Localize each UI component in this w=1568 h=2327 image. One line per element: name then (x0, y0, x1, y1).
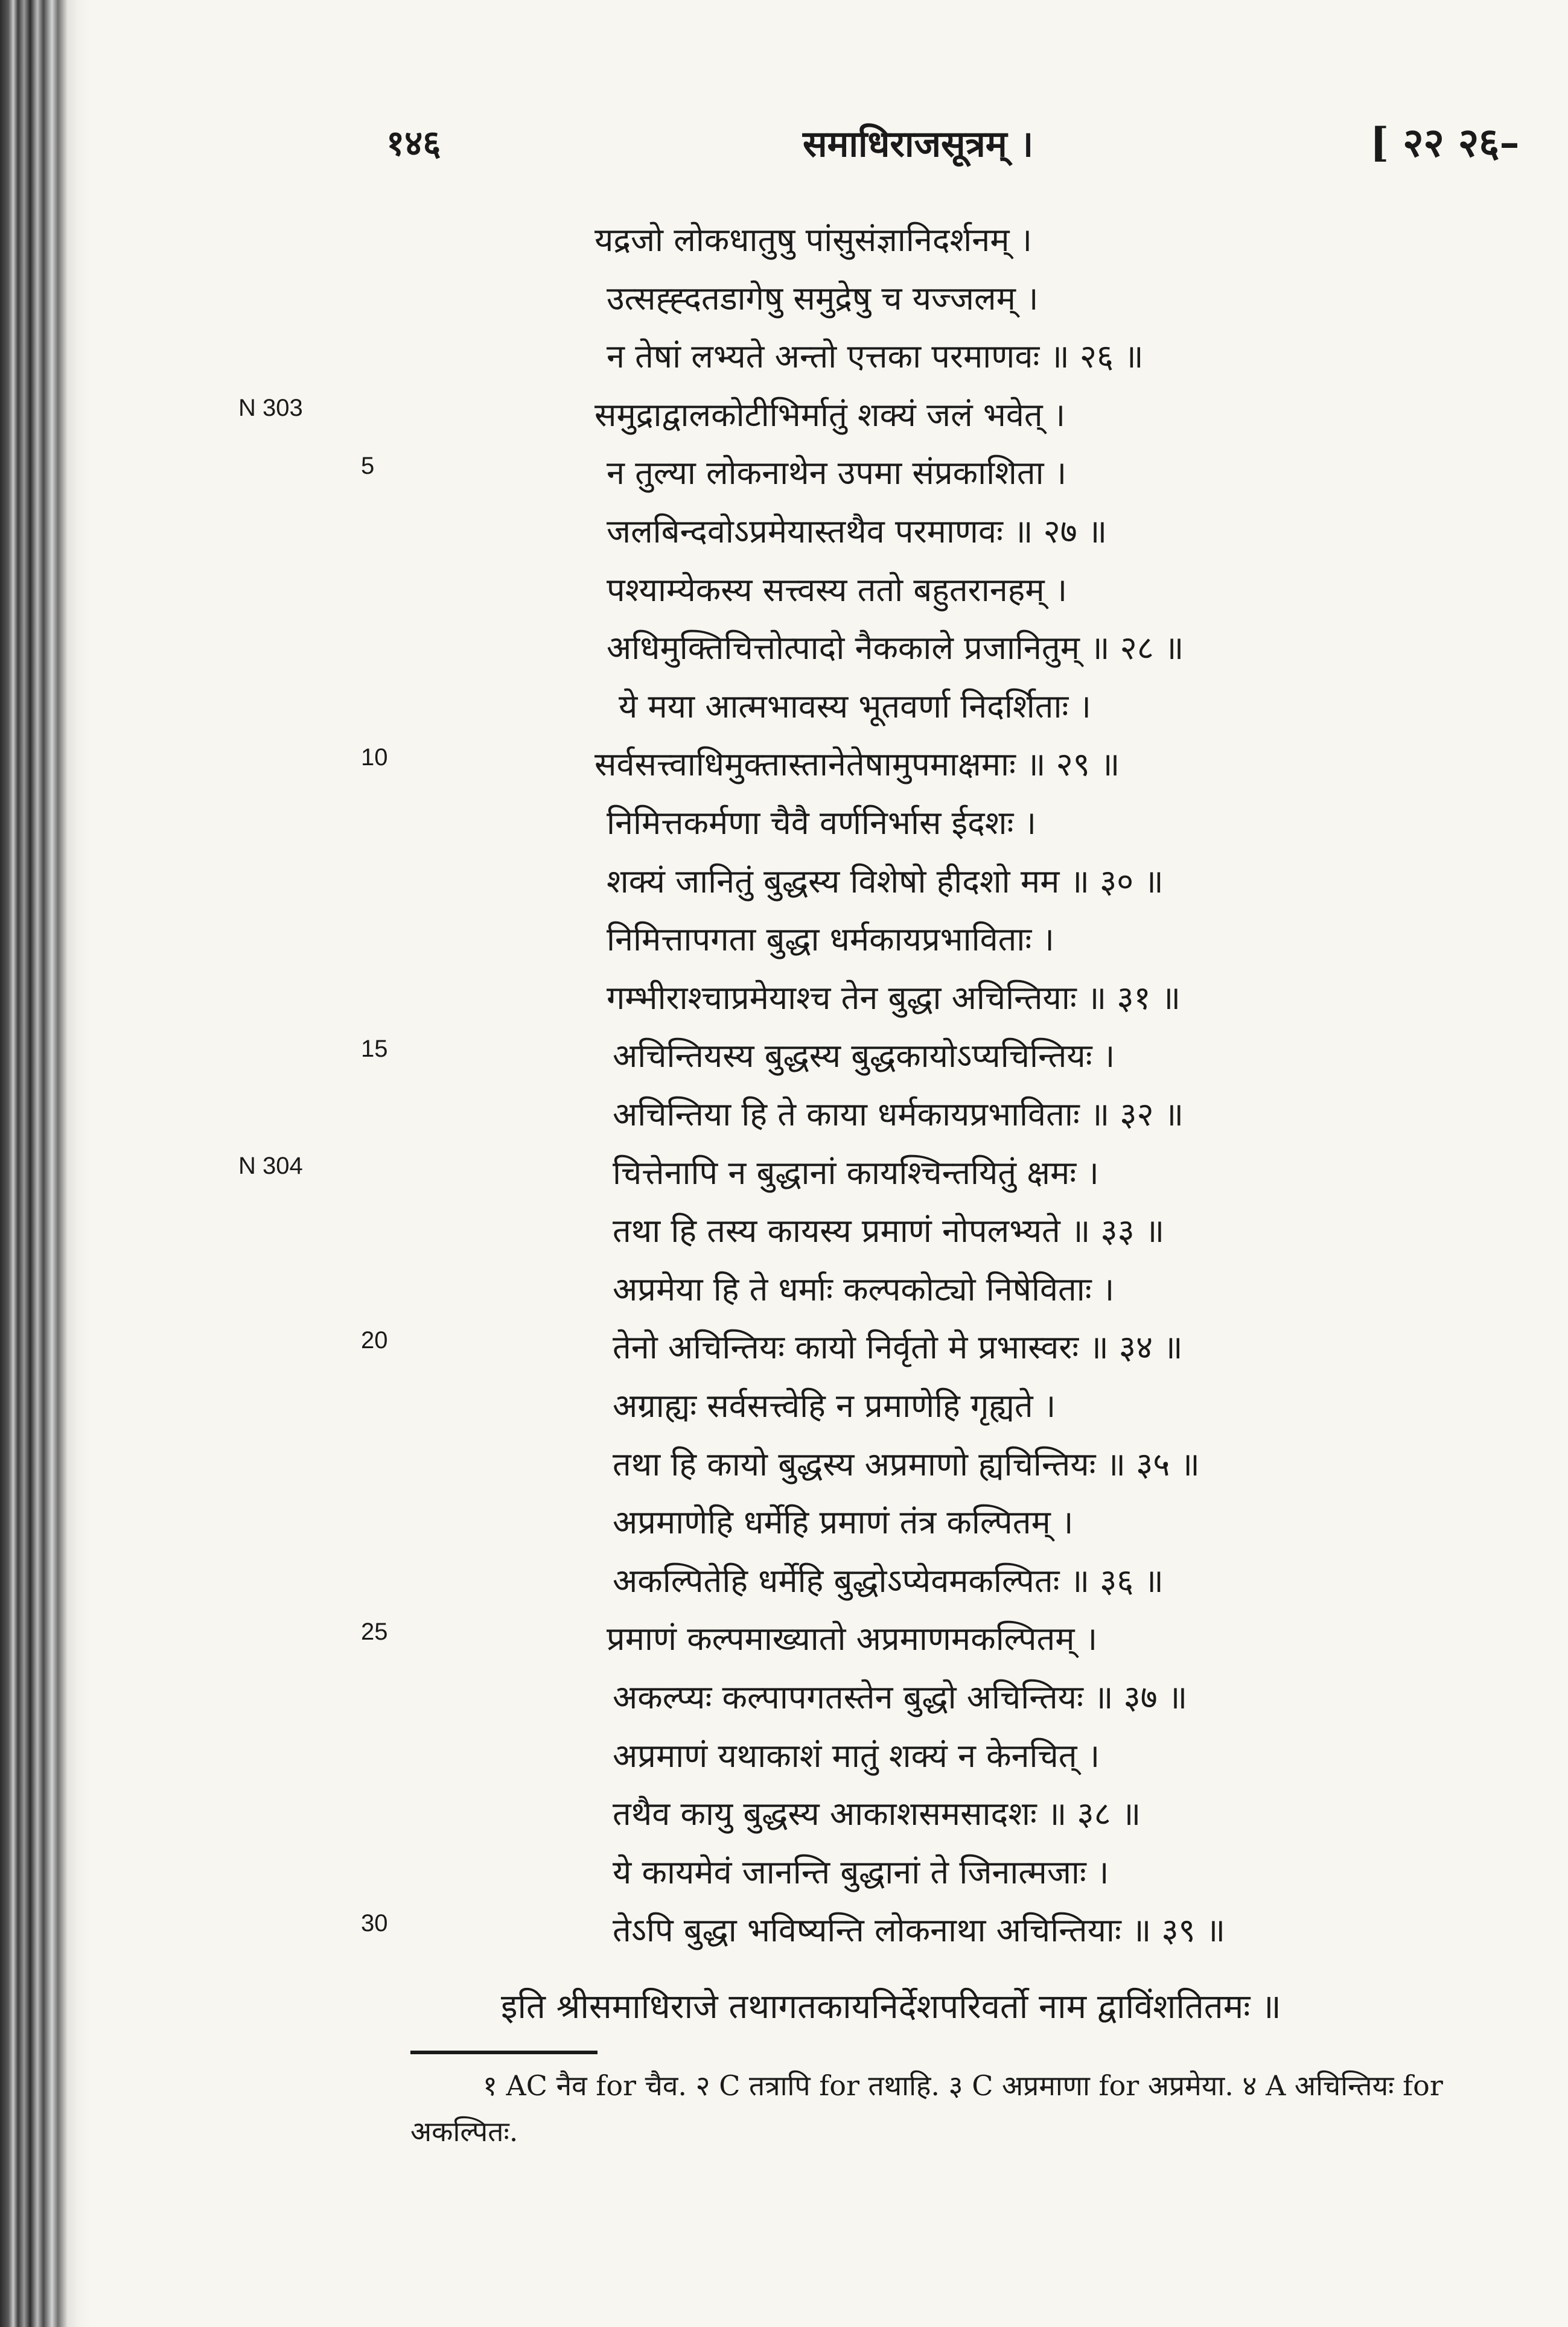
section-reference: [ २२ २६– (1370, 119, 1520, 166)
verse-line (0, 974, 1568, 1032)
verse-line (0, 391, 1568, 449)
line-marker: 10 (361, 744, 388, 771)
verse-text: अकल्पितेहि धर्मेहि बुद्धोऽप्येवमकल्पितः ॥ ३६ ॥ (613, 1562, 1164, 1600)
page-number: १४६ (386, 123, 441, 164)
verse-line (0, 799, 1568, 857)
verse-line (0, 1090, 1568, 1148)
verse-text: अधिमुक्तिचित्तोत्पादो नैककाले प्रजानितुम् ॥ २८ ॥ (607, 629, 1184, 667)
verse-line (0, 1382, 1568, 1440)
verse-text: समुद्राद्वालकोटीभिर्मातुं शक्यं जलं भवेत् । (594, 396, 1066, 434)
verse-text: तथा हि तस्य कायस्य प्रमाणं नोपलभ्यते ॥ ३३ ॥ (613, 1212, 1165, 1250)
verse-line (0, 740, 1568, 798)
verse-text: ये कायमेवं जानन्ति बुद्धानां ते जिनात्मजाः । (613, 1853, 1109, 1891)
page-header (0, 118, 1568, 172)
verse-text: अप्रमाणेहि धर्मेहि प्रमाणं तंत्र कल्पितम् । (613, 1503, 1074, 1541)
line-marker: N 303 (238, 395, 303, 421)
chapter-colophon: इति श्रीसमाधिराजे तथागतकायनिर्देशपरिवर्तो नाम द्वाविंशतितमः ॥ (501, 1987, 1281, 2026)
verse-text: अकल्प्यः कल्पापगतस्तेन बुद्धो अचिन्तियः ॥ ३७ ॥ (613, 1678, 1188, 1716)
verse-text: अप्रमाणं यथाकाशं मातुं शक्यं न केनचित् । (613, 1737, 1100, 1775)
verse-line (0, 683, 1568, 740)
verse-line (0, 1207, 1568, 1265)
verse-text: निमित्तकर्मणा चैवै वर्णनिर्भास ईदशः । (607, 804, 1037, 842)
verse-text: अचिन्तिया हि ते काया धर्मकायप्रभाविताः ॥ ३२ ॥ (613, 1095, 1184, 1133)
verse-line (0, 1440, 1568, 1498)
verse-line (0, 1673, 1568, 1731)
verse-text: चित्तेनापि न बुद्धानां कायश्चिन्तयितुं क्षमः । (613, 1154, 1099, 1192)
verse-line (0, 216, 1568, 274)
verse-text: सर्वसत्त्वाधिमुक्तास्तानेतेषामुपमाक्षमाः ॥ २९ ॥ (594, 745, 1120, 783)
verse-text: तेनो अचिन्तियः कायो निर्वृतो मे प्रभास्वरः ॥ ३४ ॥ (613, 1328, 1183, 1366)
verse-text: न तेषां लभ्यते अन्तो एत्तका परमाणवः ॥ २६ ॥ (607, 337, 1144, 375)
line-marker: 20 (361, 1327, 388, 1354)
line-marker: 5 (361, 453, 375, 479)
verse-text: ये मया आत्मभावस्य भूतवर्णा निदर्शिताः । (619, 687, 1091, 725)
verse-text: तथैव कायु बुद्धस्य आकाशसमसादशः ॥ ३८ ॥ (613, 1795, 1141, 1833)
line-marker: 15 (361, 1036, 388, 1062)
verse-line (0, 1732, 1568, 1790)
verse-line (0, 1149, 1568, 1207)
footnote-rule (410, 2051, 598, 2054)
verse-line (0, 508, 1568, 565)
verse-text: अप्रमेया हि ते धर्माः कल्पकोट्यो निषेविताः । (613, 1270, 1115, 1308)
verse-text: प्रमाणं कल्पमाख्यातो अप्रमाणमकल्पितम् । (607, 1620, 1098, 1658)
verse-line (0, 1265, 1568, 1323)
verse-line (0, 1498, 1568, 1556)
verse-line (0, 1615, 1568, 1673)
verse-text: यद्रजो लोकधातुषु पांसुसंज्ञानिदर्शनम् । (594, 221, 1033, 259)
verse-text: तथा हि कायो बुद्धस्य अप्रमाणो ह्यचिन्तियः ॥ ३५ ॥ (613, 1445, 1200, 1483)
verse-line (0, 449, 1568, 507)
verse-text: अग्राह्यः सर्वसत्त्वेहि न प्रमाणेहि गृह्यते । (613, 1387, 1056, 1425)
footnote: १ AC नैव for चैव. २ C तत्रापि for तथाहि. ३ C अप्रमाणा for अप्रमेया. ४ A अचिन्तियः for अकल्पितः. (410, 2069, 1443, 2148)
verse-line (0, 1790, 1568, 1848)
line-marker: N 304 (238, 1153, 303, 1179)
verse-text: शक्यं जानितुं बुद्धस्य विशेषो हीदशो मम ॥ ३० ॥ (607, 862, 1164, 900)
verse-text: उत्सह्ह्दतडागेषु समुद्रेषु च यज्जलम् । (607, 279, 1039, 317)
verse-text: निमित्तापगता बुद्धा धर्मकायप्रभाविताः । (607, 920, 1054, 958)
verse-line (0, 333, 1568, 390)
verse-line (0, 1906, 1568, 1964)
verse-line (0, 1032, 1568, 1090)
verse-line (0, 624, 1568, 682)
verse-text: न तुल्या लोकनाथेन उपमा संप्रकाशिता । (607, 454, 1067, 492)
verse-text: पश्याम्येकस्य सत्त्वस्य ततो बहुतरानहम् । (607, 571, 1068, 609)
running-title: समाधिराजसूत्रम् । (803, 123, 1034, 165)
verse-line (0, 858, 1568, 915)
verse-line (0, 1848, 1568, 1906)
verse-text: तेऽपि बुद्धा भविष्यन्ति लोकनाथा अचिन्तियाः ॥ ३९ ॥ (613, 1911, 1226, 1949)
verse-text: गम्भीराश्चाप्रमेयाश्च तेन बुद्धा अचिन्तियाः ॥ ३१ ॥ (607, 979, 1181, 1017)
verse-line (0, 915, 1568, 973)
verse-text: जलबिन्दवोऽप्रमेयास्तथैव परमाणवः ॥ २७ ॥ (607, 512, 1107, 550)
line-marker: 30 (361, 1910, 388, 1937)
line-marker: 25 (361, 1619, 388, 1645)
verse-line (0, 275, 1568, 333)
verse-text: अचिन्तियस्य बुद्धस्य बुद्धकायोऽप्यचिन्तियः । (613, 1037, 1115, 1075)
verse-line (0, 1557, 1568, 1615)
verse-line (0, 1323, 1568, 1381)
verse-line (0, 566, 1568, 624)
